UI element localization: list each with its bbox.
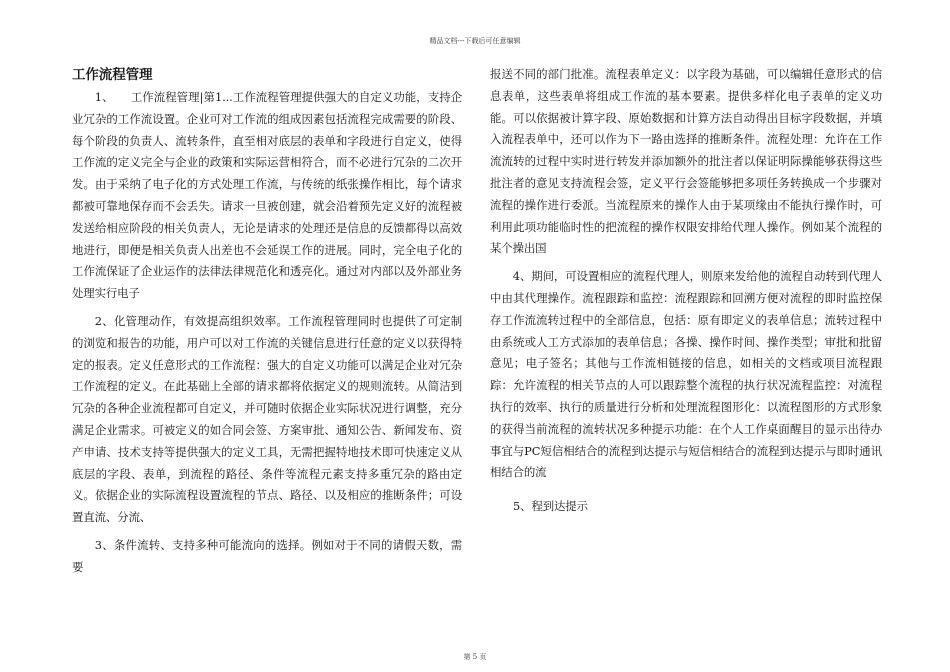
paragraph-2: 2、化管理动作，有效提高组织效率。工作流程管理同时也提供了可定制的浏览和报告的功能，用户可以对工作流的关键信息进行任意的定义以获得特定的报表。定义任意形式的工作流程：强大的自定义功能可以满足企业对冗杂工作流程的定义。在此基础上全部的请求都将依据定义的规则流转。从简洁到冗杂的各种企业流程都可自定义，并可随时依据企业实际状况进行调整，充分满足企业需求。可被定义的如合同会签、方案审批、通知公告、新闻发布、资产申请、技术支持等提供强大的定义工具，无需把握特地技术即可快速定义从底层的字段、表单，到流程的路径、条件等流程元素支持多重冗杂的路由定义。依据企业的实际流程设置流程的节点、路径、以及相应的推断条件；可设置直流、分流、 — [72, 313, 462, 525]
paragraph-1: 1、 工作流程管理|第1...工作流程管理提供强大的自定义功能，支持企业冗杂的工作流设置。企业可对工作流的组成因素包括流程完成需要的阶段、每个阶段的负责人、流转条件，直至相对底层的表单和字段进行自定义，使得工作流的定义完全与企业的政策和实际运营相符合，而不必进行冗杂的二次开发。由于采纳了电子化的方式处理工作流，与传统的纸张操作相比，每个请求都被可靠地保存而不会丢失。请求一旦被创建，就会沿着预先定义好的流程被发送给相应阶段的相关负责人，无论是请求的处理还是信息的反馈都得以高效地进行，即便是相关负责人出差也不会延误工作的进展。同时，完全电子化的工作流保证了企业运作的法律法律规范化和透亮化。通过对内部以及外部业务处理实行电子 — [72, 90, 462, 301]
paragraph-4: 4、期间，可设置相应的流程代理人，则原来发给他的流程自动转到代理人中由其代理操作。流程跟踪和监控：流程跟踪和回溯方便对流程的即时监控保存工作流流转过程中的全部信息，包括：原有即定义的表单信息；流转过程中由系统或人工方式添加的表单信息；各操、操作时间、操作类型；审批和批留意见；电子签名；其他与工作流相链接的信息，如相关的文档或项目流程跟踪：允许流程的相关节点的人可以跟踪整个流程的执行状况流程监控：对流程执行的效率、执行的质量进行分析和处理流程图形化：以流程图形的方式形象的获得当前流程的流转状况多种提示功能：在个人工作桌面醒目的显示出待办事宜与PC短信相结合的流程到达提示与短信相结合的流程到达提示与即时通讯相结合的流 — [490, 269, 882, 480]
right-column — [490, 64, 882, 518]
left-column — [72, 64, 462, 579]
paragraph-3: 3、条件流转、支持多种可能流向的选择。例如对于不同的请假天数，需要 — [72, 537, 462, 574]
page-header: 精品文档---下载后可任意编辑 — [429, 37, 521, 45]
paragraph-5: 5、程到达提示 — [513, 499, 588, 514]
page-footer: 第 5 页 — [463, 653, 487, 661]
paragraph-3-continued: 报送不同的部门批准。流程表单定义：以字段为基础，可以编辑任意形式的信息表单，这些表单将组成工作流的基本要素。提供多样化电子表单的定义功能。可以依据被计算字段、原始数据和计算方法自动得出目标字段数据，并填入流程表单中，还可以作为下一路由选择的推断条件。流程处理：允许在工作流流转的过程中实时进行转发并添加额外的批注者以保证明际操能够获得这些批注者的意见支持流程会签，定义平行会签能够把多项任务转换成一个步骤对流程的操作进行委派。当流程原来的操作人由于某项缘由不能执行操作时，可利用此项功能临时性的把流程的操作权限安排给代理人操作。例如某个流程的某个操出国 — [490, 67, 882, 256]
document-title: 工作流程管理 — [72, 67, 153, 83]
